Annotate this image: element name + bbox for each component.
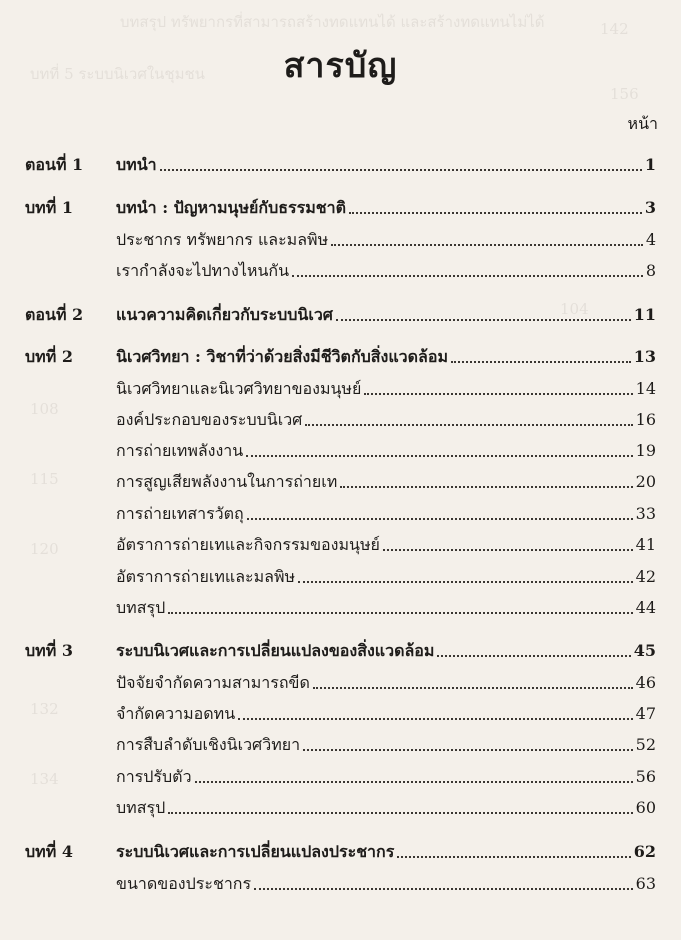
toc-entry [0, 839, 681, 865]
toc-entry-title: บทสรุป [116, 798, 166, 817]
toc-entry [0, 638, 681, 664]
toc-entry-line [116, 344, 656, 370]
dot-leader [303, 748, 633, 751]
toc-entry [0, 195, 681, 221]
page-title: สารบัญ [283, 46, 398, 86]
toc-entry-line [116, 532, 656, 558]
toc-entry-page: 63 [635, 874, 656, 893]
toc-entry-page: 46 [635, 673, 656, 692]
toc-entry-title: องค์ประกอบของระบบนิเวศ [116, 410, 303, 429]
show-through-text: บทที่ 5 ระบบนิเวศในชุมชน [30, 65, 205, 83]
toc-entry [0, 227, 681, 253]
show-through-text: บทสรุป ทรัพยากรที่สามารถสร้างทดแทนได้ และสร้างทดแทนไม่ได้ [120, 13, 545, 31]
toc-entry-line [116, 795, 656, 821]
show-through-text: 120 [30, 540, 59, 558]
toc-entry [0, 701, 681, 727]
toc-entry-number: บทที่ 1 [25, 198, 73, 217]
toc-entry-line [116, 501, 656, 527]
dot-leader [331, 243, 643, 246]
toc-entry-page: 33 [635, 504, 656, 523]
toc-entry-line [116, 152, 656, 178]
toc-entry [0, 564, 681, 590]
toc-entry [0, 376, 681, 402]
toc-entry-page: 41 [635, 535, 656, 554]
toc-entry-line [116, 871, 656, 897]
toc-entry-title: นิเวศวิทยาและนิเวศวิทยาของมนุษย์ [116, 379, 362, 398]
page-column-header: หน้า [627, 114, 658, 133]
toc-entry-page: 16 [635, 410, 656, 429]
toc-entry-title: การถ่ายเทสารวัตถุ [116, 504, 244, 523]
toc-entry [0, 532, 681, 558]
show-through-text: 132 [30, 700, 59, 718]
show-through-text: 142 [600, 20, 629, 38]
toc-entry-line [116, 438, 656, 464]
toc-entry-title: จำกัดความอดทน [116, 704, 236, 723]
toc-entry-line [116, 764, 656, 790]
dot-leader [437, 654, 630, 657]
dot-leader [397, 855, 630, 858]
toc-entry-title: การสูญเสียพลังงานในการถ่ายเท [116, 472, 338, 491]
dot-leader [238, 717, 633, 720]
toc-entry-line [116, 407, 656, 433]
toc-entry [0, 152, 681, 178]
toc-entry-page: 56 [635, 767, 656, 786]
toc-entry-page: 19 [635, 441, 656, 460]
show-through-text: 156 [610, 85, 639, 103]
toc-entry-page: 44 [635, 598, 656, 617]
toc-entry [0, 871, 681, 897]
dot-leader [298, 580, 633, 583]
toc-entry-title: บทนำ [116, 155, 157, 174]
toc-entry-page: 62 [633, 842, 656, 861]
toc-entry-line [116, 469, 656, 495]
dot-leader [247, 517, 633, 520]
toc-entry-line [116, 376, 656, 402]
toc-entry [0, 438, 681, 464]
toc-entry-number: ตอนที่ 2 [25, 305, 84, 324]
toc-entry-page: 1 [644, 155, 656, 174]
toc-entry [0, 795, 681, 821]
toc-entry [0, 595, 681, 621]
dot-leader [195, 780, 633, 783]
toc-entry-title: การสืบลำดับเชิงนิเวศวิทยา [116, 735, 301, 754]
dot-leader [254, 887, 633, 890]
show-through-text: 104 [560, 300, 589, 318]
toc-entry [0, 764, 681, 790]
toc-entry [0, 302, 681, 328]
toc-entry-page: 45 [633, 641, 656, 660]
toc-entry-title: ปัจจัยจำกัดความสามารถขีด [116, 673, 310, 692]
dot-leader [292, 274, 643, 277]
show-through-text: 108 [30, 400, 59, 418]
toc-entry-number: บทที่ 2 [25, 347, 73, 366]
toc-entry-title: บทนำ : ปัญหามนุษย์กับธรรมชาติ [116, 198, 346, 217]
toc-entry [0, 732, 681, 758]
toc-entry-line [116, 595, 656, 621]
toc-entry-line [116, 839, 656, 865]
toc-entry-title: อัตราการถ่ายเทและมลพิษ [116, 567, 296, 586]
toc-entry-page: 4 [645, 230, 656, 249]
toc-entry-page: 42 [635, 567, 656, 586]
toc-entry-page: 60 [635, 798, 656, 817]
toc-entry-line [116, 670, 656, 696]
toc-entry-page: 20 [635, 472, 656, 491]
toc-entry-number: บทที่ 3 [25, 641, 73, 660]
toc-entry-title: ประชากร ทรัพยากร และมลพิษ [116, 230, 329, 249]
toc-entry-page: 3 [644, 198, 656, 217]
toc-entry-title: นิเวศวิทยา : วิชาที่ว่าด้วยสิ่งมีชีวิตกับสิ่งแวดล้อม [116, 347, 449, 366]
toc-entry-line [116, 195, 656, 221]
toc-entry-line [116, 564, 656, 590]
dot-leader [313, 686, 633, 689]
dot-leader [305, 423, 632, 426]
toc-entry [0, 407, 681, 433]
toc-entry-title: การปรับตัว [116, 767, 192, 786]
toc-entry-line [116, 258, 656, 284]
toc-entry-title: ขนาดของประชากร [116, 874, 252, 893]
toc-entry-title: บทสรุป [116, 598, 166, 617]
toc-entry [0, 501, 681, 527]
dot-leader [168, 811, 632, 814]
toc-entry-title: ระบบนิเวศและการเปลี่ยนแปลงของสิ่งแวดล้อม [116, 641, 435, 660]
toc-entry-page: 47 [635, 704, 656, 723]
toc-entry [0, 670, 681, 696]
dot-leader [349, 211, 642, 214]
toc-entry-title: ระบบนิเวศและการเปลี่ยนแปลงประชากร [116, 842, 395, 861]
toc-entry [0, 344, 681, 370]
dot-leader [383, 548, 633, 551]
toc-entry-line [116, 638, 656, 664]
toc-entry-line [116, 227, 656, 253]
toc-entry-page: 14 [635, 379, 656, 398]
dot-leader [246, 454, 632, 457]
toc-entry-title: อัตราการถ่ายเทและกิจกรรมของมนุษย์ [116, 535, 380, 554]
dot-leader [340, 485, 632, 488]
show-through-text: 134 [30, 770, 59, 788]
dot-leader [160, 168, 642, 171]
toc-entry-page: 8 [645, 261, 656, 280]
dot-leader [364, 392, 632, 395]
toc-entry-number: ตอนที่ 1 [25, 155, 84, 174]
toc-entry-title: การถ่ายเทพลังงาน [116, 441, 244, 460]
toc-entry-title: เรากำลังจะไปทางไหนกัน [116, 261, 290, 280]
toc-entry [0, 469, 681, 495]
dot-leader [168, 611, 632, 614]
toc-entry [0, 258, 681, 284]
dot-leader [336, 318, 631, 321]
toc-entry-title: แนวความคิดเกี่ยวกับระบบนิเวศ [116, 305, 333, 324]
toc-entry-page: 52 [635, 735, 656, 754]
toc-entry-number: บทที่ 4 [25, 842, 73, 861]
toc-entry-line [116, 701, 656, 727]
show-through-text: 115 [30, 470, 59, 488]
toc-entry-page: 11 [633, 305, 656, 324]
toc-entry-line [116, 302, 656, 328]
toc-entry-line [116, 732, 656, 758]
dot-leader [451, 360, 631, 363]
toc-entry-page: 13 [633, 347, 656, 366]
